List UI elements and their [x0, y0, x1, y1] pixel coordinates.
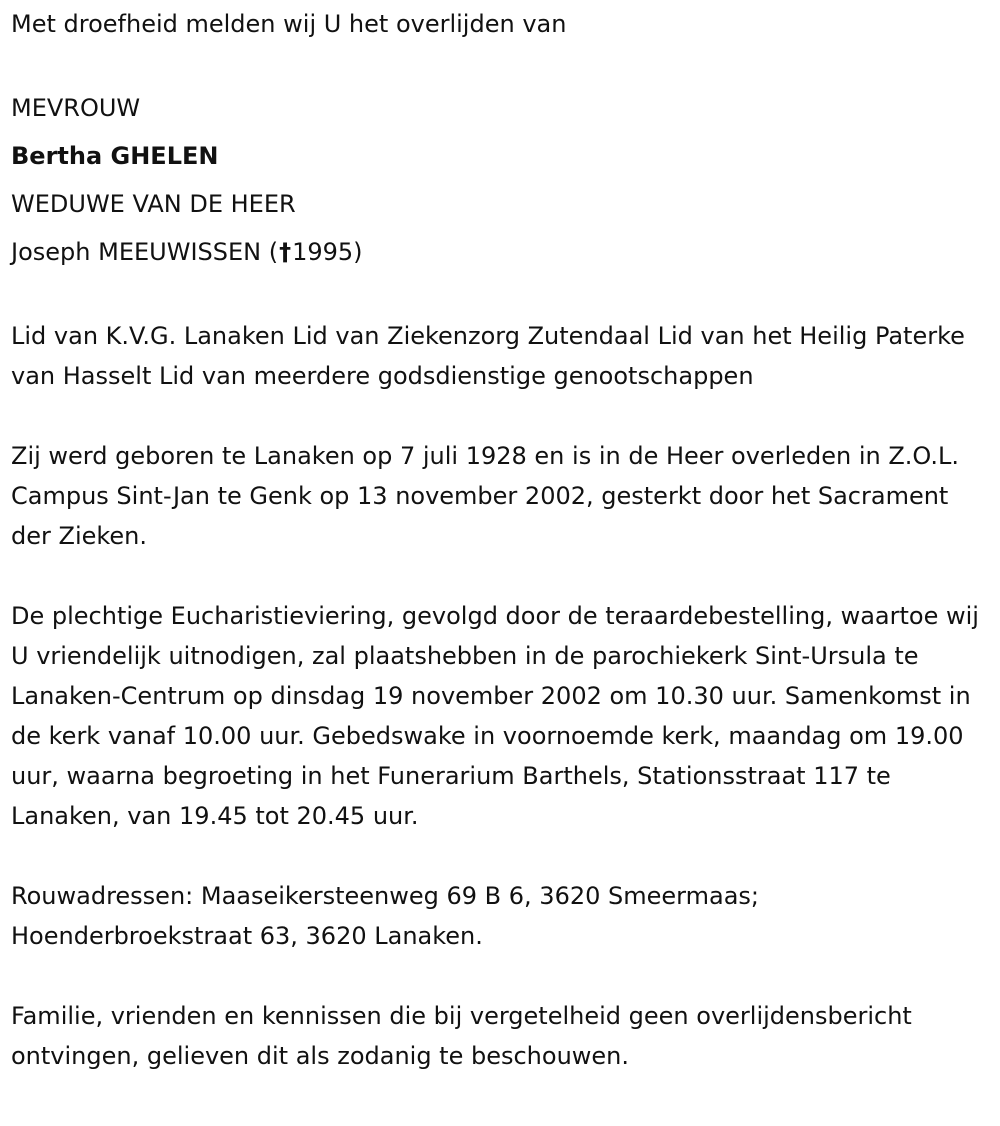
- addresses-block: [11, 876, 988, 956]
- name-block: [11, 84, 988, 276]
- service-text: De plechtige Eucharistieviering, gevolgd door de teraardebestelling, waartoe wij U vriendelijk uitnodigen, zal plaatshebben in de parochiekerk Sint-Ursula te Lanaken-Centrum op dinsdag 19 november 2002 om 10.30 uur. Samenkomst in de kerk vanaf 10.00 uur. Gebedswake in voornoemde kerk, maandag om 19.00 uur, waarna begroeting in het Funerarium Barthels, Stationsstraat 117 te Lanaken, van 19.45 tot 20.45 uur.: [11, 602, 979, 830]
- title-text: MEVROUW: [11, 94, 141, 122]
- deceased-name: Bertha GHELEN: [11, 142, 219, 170]
- spouse-death-year: 1995): [292, 238, 363, 266]
- widow-of-text: WEDUWE VAN DE HEER: [11, 190, 296, 218]
- birth-death-text: Zij werd geboren te Lanaken op 7 juli 1928 en is in de Heer overleden in Z.O.L. Campus Sint-Jan te Genk op 13 november 2002, gesterkt door het Sacrament der Zieken.: [11, 442, 959, 550]
- cross-icon: †: [279, 238, 292, 266]
- closing-text: Familie, vrienden en kennissen die bij vergetelheid geen overlijdensbericht ontvingen, gelieven dit als zodanig te beschouwen.: [11, 1002, 912, 1070]
- address-line-2: Hoenderbroekstraat 63, 3620 Lanaken.: [11, 922, 483, 950]
- memberships-text: Lid van K.V.G. Lanaken Lid van Ziekenzorg Zutendaal Lid van het Heilig Paterke van Hasselt Lid van meerdere godsdienstige genootschappen: [11, 322, 965, 390]
- spouse-line: [11, 228, 988, 276]
- spouse-name: Joseph MEEUWISSEN (: [11, 238, 279, 266]
- address-line-1: Rouwadressen: Maaseikersteenweg 69 B 6, 3620 Smeermaas;: [11, 882, 759, 910]
- intro-text: Met droefheid melden wij U het overlijden van: [11, 10, 567, 38]
